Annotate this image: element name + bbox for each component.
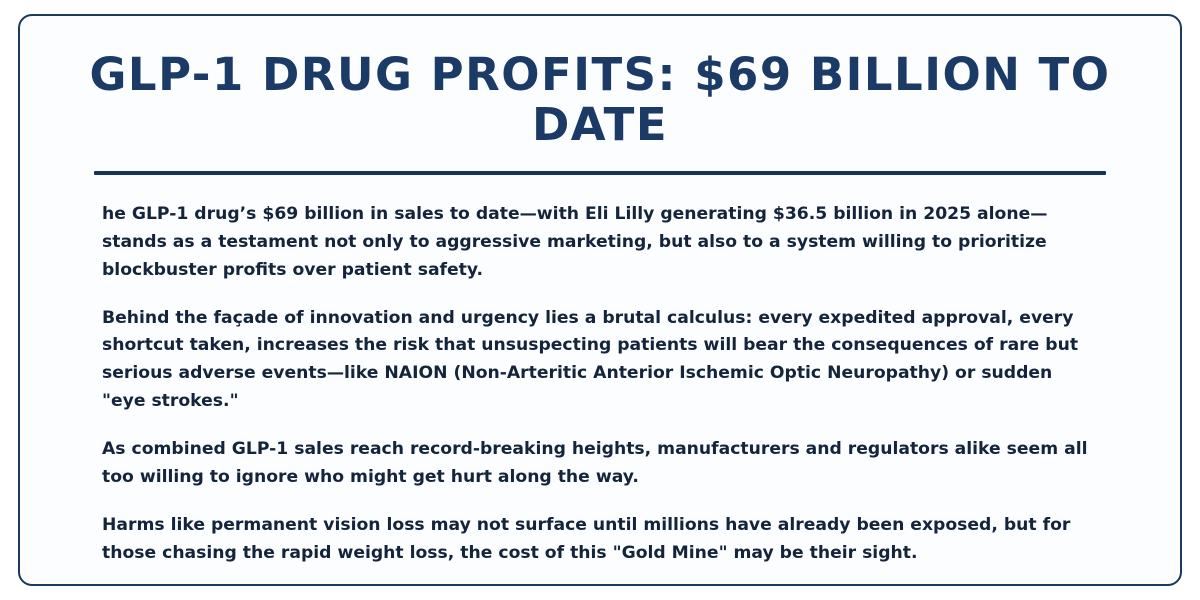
title-divider [94,171,1106,175]
document-card [18,14,1182,586]
paragraph: As combined GLP-1 sales reach record-breaking heights, manufacturers and regulators alike seem all too willing to ignore who might get hurt along the way. [102,439,1088,487]
paragraph: Harms like permanent vision loss may not surface until millions have already been exposed, but for those chasing the rapid weight loss, the cost of this "Gold Mine" may be their sight. [102,514,1071,563]
paragraph: Behind the façade of innovation and urgency lies a brutal calculus: every expedited approval, every shortcut taken, increases the risk that unsuspecting patients will bear the consequences of rare but serious adverse events—like NAION (Non-Arteritic Anterior Ischemic Optic Neuropathy) or sudden "eye strokes." [102,307,1079,412]
document-inner [20,16,1180,567]
paragraph: he GLP-1 drug’s $69 billion in sales to date—with Eli Lilly generating $36.5 billion in 2025 alone—stands as a testament not only to aggressive marketing, but also to a system willing to prioritize blockbuster profits over patient safety. [102,204,1048,280]
page-title: GLP-1 DRUG PROFITS: $69 BILLION TO DATE [89,48,1111,151]
document-body [102,201,1098,567]
